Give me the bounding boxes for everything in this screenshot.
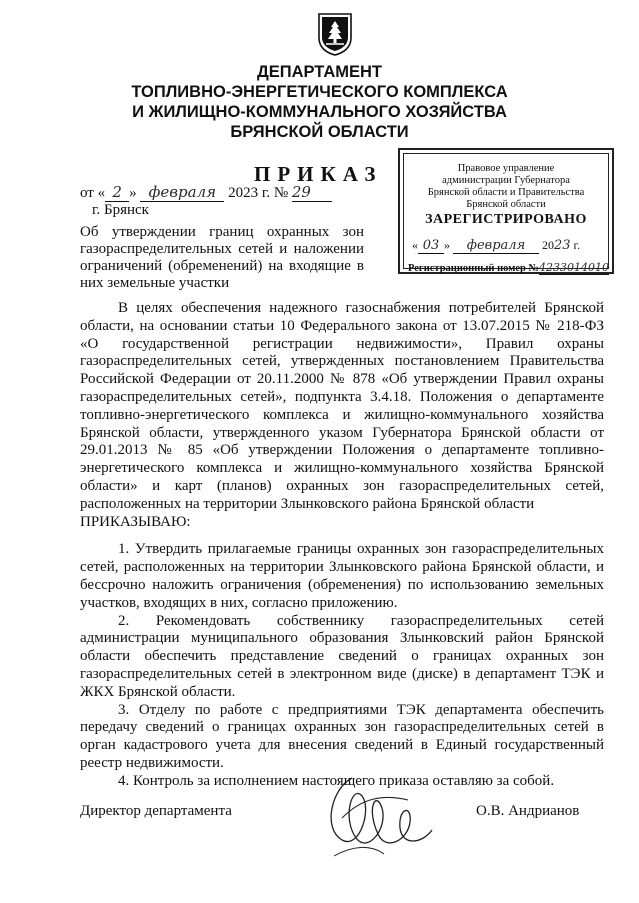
stamp-reg-label: Регистрационный номер № [408,263,540,274]
registration-stamp [398,148,614,274]
stamp-date-year-prefix: 20 [542,238,554,252]
order-item-4: 4. Контроль за исполнением настоящего приказа оставляю за собой. [118,772,555,789]
date-from-label: от « [80,185,106,201]
order-date-line [80,183,332,202]
stamp-line-3: Брянской области и Правительства [427,187,585,198]
stamp-date: « 03 » февраля 2023 г. [412,238,581,253]
order-number: 29 [292,183,332,202]
stamp-registered-label: ЗАРЕГИСТРИРОВАНО [425,212,587,227]
stamp-line-4: Брянской области [466,199,546,210]
date-quote-close: » [129,185,137,201]
order-number-label: № [273,185,289,201]
order-title: ПРИКАЗ [254,162,383,186]
preamble-paragraph: В целях обеспечения надежного газоснабжения потребителей Брянской области, на основании статьи 10 Федерального закона от 13.07.2015 № 218-ФЗ «О государственной регистрации недвижимости», Правил охраны газораспределительных сетей, утвержденных постановлением Правительства Российской Федерации от 20.11.2000 № 878 «Об утверждении Правил охраны газораспределительных сетей», подпункта 3.4.18. Положения о департаменте топливно-энергетического комплекса и жилищно-коммунального хозяйства Брянской области, утвержденного указом Губернатора Брянской области от 29.01.2013 № 85 «Об утверждении Положения о департаменте топливно-энергетического комплекса и жилищно-коммунального хозяйства Брянской области» и карт (планов) охранных зон газораспределительных сетей, расположенных на территории Злынковского района Брянской области [80,300,604,512]
coat-of-arms-emblem-icon [317,12,353,56]
order-subject: Об утверждении границ охранных зон газораспределительных сетей и наложении ограничений (обременений) на входящие в них земельные участки [80,224,364,291]
signer-name: О.В. Андрианов [476,803,580,819]
stamp-line-1: Правовое управление [457,163,555,174]
department-title-line-2: ТОПЛИВНО-ЭНЕРГЕТИЧЕСКОГО КОМПЛЕКСА [131,83,508,101]
order-item-1: 1. Утвердить прилагаемые границы охранных зон газораспределительных сетей, расположенных на территории Злынковского района Брянской области, и бессрочно наложить ограничения (обременения) по использованию земельных участков, входящих в них, согласно приложению. [80,541,604,611]
department-title-line-4: БРЯНСКОЙ ОБЛАСТИ [230,123,409,141]
order-city: г. Брянск [92,202,149,218]
department-title-line-1: ДЕПАРТАМЕНТ [256,63,383,81]
handwritten-signature [312,768,442,878]
order-item-2: 2. Рекомендовать собственнику газораспределительных сетей администрации муниципального образования Злынковский район Брянской области обеспечить представление сведений о границах охранных зон газораспределительных сетей в электронном виде (диске) в департамент ТЭК и ЖКХ Брянской области. [80,612,604,700]
stamp-date-month: февраля [453,238,539,254]
stamp-date-year-suffix: 23 [554,238,571,253]
stamp-date-year-end: г. [573,238,581,252]
order-item-3: 3. Отделу по работе с предприятиями ТЭК департамента обеспечить передачу сведений о границах охранных зон газораспределительных сетей в орган кадастрового учета для внесения сведений в Единый государственный реестр недвижимости. [80,701,604,771]
order-body [80,300,604,791]
order-day: 2 [105,183,129,202]
stamp-line-2: администрации Губернатора [442,175,570,186]
signer-position: Директор департамента [80,803,232,819]
stamp-date-day: 03 [418,238,444,254]
order-year: 2023 г. [228,185,271,201]
order-month: февраля [140,183,224,202]
stamp-reg-number: 4233014010 [539,261,610,274]
department-title-line-3: И ЖИЛИЩНО-КОММУНАЛЬНОГО ХОЗЯЙСТВА [132,103,507,121]
order-word: ПРИКАЗЫВАЮ: [80,513,191,530]
stamp-reg-number-line [408,261,609,274]
